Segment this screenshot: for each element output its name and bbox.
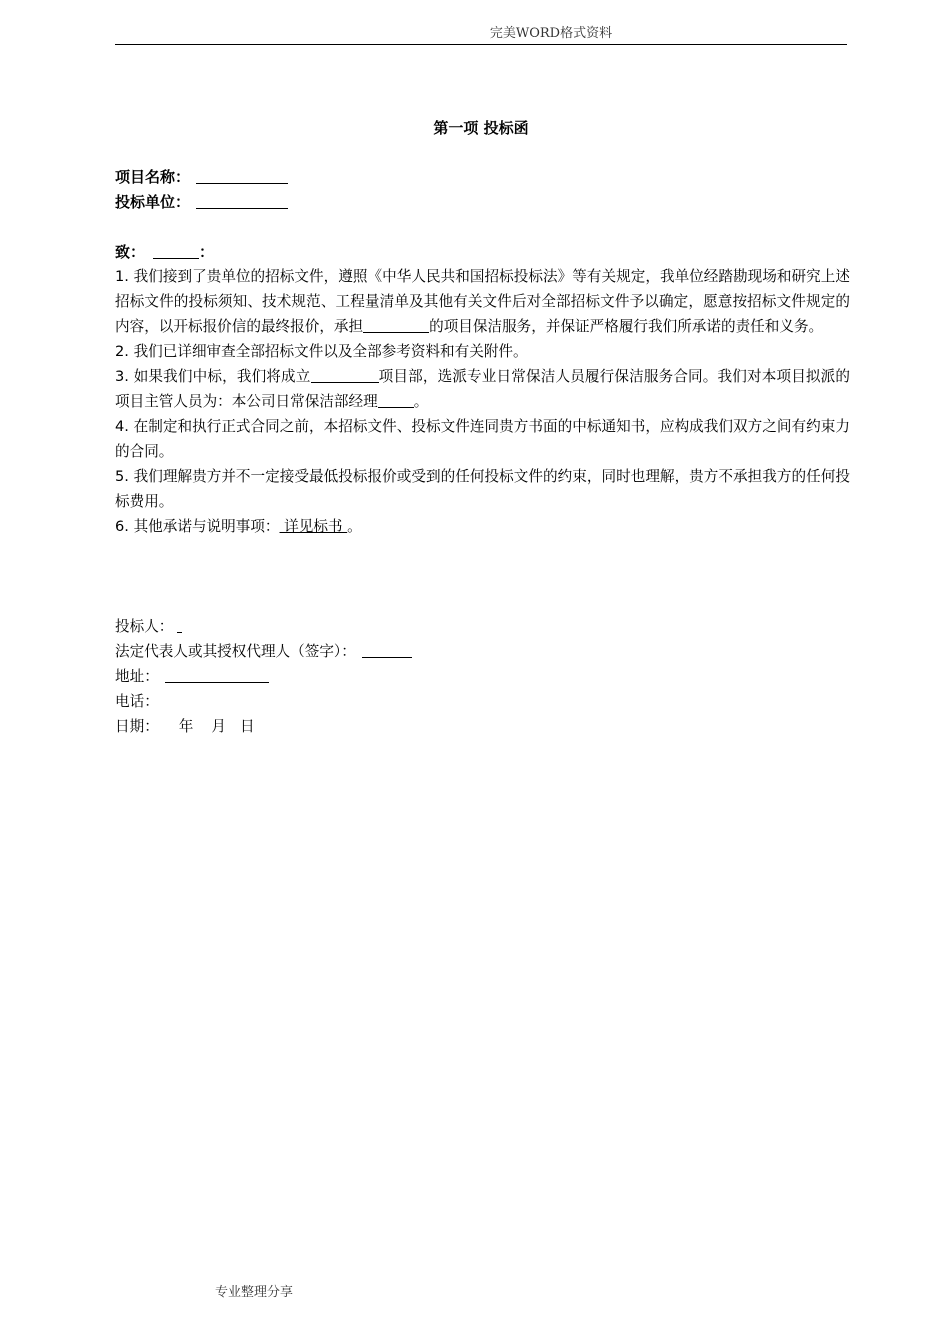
bidder-unit-blank	[196, 192, 288, 209]
bidder-line	[115, 614, 412, 639]
paragraph-3-text: 3. 如果我们中标，我们将成立	[115, 368, 311, 385]
address-label: 地址：	[115, 668, 159, 685]
project-name-label: 项目名称：	[115, 168, 191, 186]
paragraph-4: 4. 在制定和执行正式合同之前，本招标文件、投标文件连同贵方书面的中标通知书，应构成我们双方之间有约束力的合同。	[115, 418, 850, 460]
addressee-blank	[153, 242, 199, 259]
addressee-row	[115, 240, 214, 264]
project-name-row	[115, 165, 288, 189]
date-line	[115, 714, 412, 739]
phone-line	[115, 689, 412, 714]
address-blank	[165, 666, 269, 683]
paragraph-6	[115, 514, 850, 539]
legal-rep-line	[115, 639, 412, 664]
paragraph-5: 5. 我们理解贵方并不一定接受最低投标报价或受到的任何投标文件的约束，同时也理解，贵方不承担我方的任何投标费用。	[115, 468, 850, 510]
bidder-blank	[177, 616, 182, 633]
bidder-unit-label: 投标单位：	[115, 193, 191, 211]
manager-blank	[378, 391, 414, 408]
page-footer: 专业整理分享	[215, 1285, 294, 1300]
paragraph-3	[115, 364, 850, 414]
paragraph-1-text: 1. 我们接到了贵单位的招标文件，遵照《中华人民共和国招标投标法》等有关规定，我单位经踏勘现场和研究上述招标文件的投标须知、技术规范、工程量清单及其他有关文件后对全部招标文件予以确定，愿意按招标文件规定的内容，以开标报价信的最终报价，承担	[115, 268, 850, 335]
department-blank	[311, 366, 379, 383]
phone-label: 电话：	[115, 693, 159, 710]
date-label: 日期：	[115, 718, 159, 735]
legal-rep-blank	[362, 641, 412, 658]
paragraph-3-text-end: 。	[413, 393, 429, 410]
legal-rep-label: 法定代表人或其授权代理人（签字）：	[115, 643, 356, 660]
paragraph-1-text-end: 的项目保洁服务，并保证严格履行我们所承诺的责任和义务。	[429, 318, 824, 335]
addressee-label: 致：	[115, 243, 146, 261]
other-commitments-value: 详见标书	[279, 518, 348, 535]
letter-body	[115, 264, 850, 539]
bidder-label: 投标人：	[115, 618, 174, 635]
header-text: 完美WORD格式资料	[489, 26, 613, 41]
page-header	[115, 24, 847, 45]
address-line	[115, 664, 412, 689]
project-name-blank	[196, 167, 288, 184]
bidder-unit-row	[115, 190, 288, 214]
paragraph-6-end: 。	[347, 518, 362, 535]
date-day: 日	[240, 718, 255, 735]
addressee-colon: ：	[199, 243, 215, 261]
signature-block	[115, 614, 412, 739]
date-year: 年	[178, 718, 194, 735]
paragraph-2: 2. 我们已详细审查全部招标文件以及全部参考资料和有关附件。	[115, 343, 528, 360]
date-month: 月	[211, 718, 227, 735]
paragraph-1	[115, 264, 850, 339]
paragraph-6-text: 6. 其他承诺与说明事项：	[115, 518, 280, 535]
document-title: 第一项 投标函	[433, 119, 529, 137]
project-blank	[363, 316, 429, 333]
paragraph-3-text-mid: 项目部，选派专业日常保洁人员履行保洁服务合同。我们对本项目拟派的项目主管人员为：本公司日常保洁部经理	[115, 368, 850, 410]
